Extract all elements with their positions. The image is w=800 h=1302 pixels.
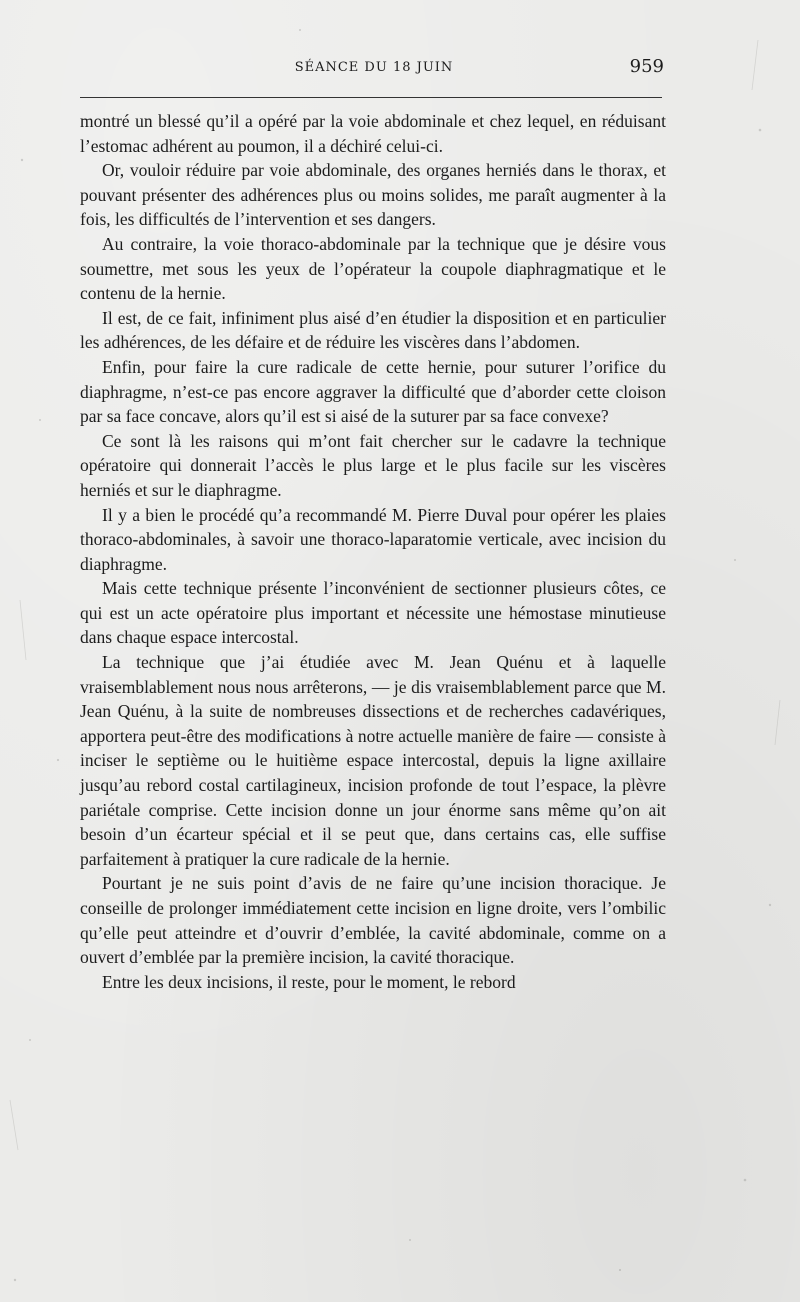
body-text [80,109,666,994]
paragraph-4: Il est, de ce fait, infiniment plus aisé d’en étudier la disposition et en particulier les adhérences, de les défaire et de réduire les viscères dans l’abdomen. [80,307,666,353]
paragraph-1: montré un blessé qu’il a opéré par la voie abdominale et chez lequel, en réduisant l’estomac adhérent au poumon, il a déchiré celui-ci. [80,111,666,156]
paragraph-6: Ce sont là les raisons qui m’ont fait chercher sur le cadavre la technique opératoire qui donnerait l’accès le plus large et le plus facile sur les viscères herniés et sur le diaphragme. [80,430,666,500]
paragraph-7: Il y a bien le procédé qu’a recommandé M. Pierre Duval pour opérer les plaies thoraco-abdominales, à savoir une thoraco-laparatomie verticale, avec incision du diaphragme. [80,504,666,574]
paragraph-9: La technique que j’ai étudiée avec M. Jean Quénu et à laquelle vraisemblablement nous nous arrêterons, — je dis vraisemblablement parce que M. Jean Quénu, à la suite de nombreuses dissections et de recherches cadavériques, apportera peut-être des modifications à notre actuelle manière de faire — consiste à inciser le septième ou le huitième espace intercostal, depuis la ligne axillaire jusqu’au rebord costal cartilagineux, incision profonde de tout l’espace, la plèvre pariétale comprise. Cette incision donne un jour énorme sans même qu’on ait besoin d’un écarteur spécial et il se peut que, dans certains cas, elle suffise parfaitement à pratiquer la cure radicale de la hernie. [80,652,666,869]
running-header [80,56,668,86]
paragraph-5: Enfin, pour faire la cure radicale de cette hernie, pour suturer l’orifice du diaphragme, n’est-ce pas encore aggraver la difficulté que d’aborder cette cloison par sa face concave, alors qu’il est si aisé de la suturer par sa face convexe? [80,356,666,427]
paragraph-2: Or, vouloir réduire par voie abdominale, des organes herniés dans le thorax, et pouvant présenter des adhérences plus ou moins solides, me paraît augmenter à la fois, les difficultés de l’intervention et ses dangers. [80,160,666,230]
paragraph-11: Entre les deux incisions, il reste, pour le moment, le rebord [102,971,516,992]
paragraph-8: Mais cette technique présente l’inconvénient de sectionner plusieurs côtes, ce qui est un acte opératoire plus important et nécessite une hémostase minutieuse dans chaque espace intercostal. [80,578,666,648]
header-title: SÉANCE DU 18 JUIN [294,60,454,75]
header-rule [80,97,662,98]
paragraph-3: Au contraire, la voie thoraco-abdominale par la technique que je désire vous soumettre, met sous les yeux de l’opérateur la coupole diaphragmatique et le contenu de la hernie. [80,233,666,304]
paragraph-10: Pourtant je ne suis point d’avis de ne faire qu’une incision thoracique. Je conseille de prolonger immédiatement cette incision en ligne droite, vers l’ombilic qu’elle peut atteindre et d’ouvrir d’emblée, la cavité abdominale, comme on a ouvert d’emblée par la première incision, la cavité thoracique. [80,873,666,968]
page-number: 959 [629,56,664,77]
